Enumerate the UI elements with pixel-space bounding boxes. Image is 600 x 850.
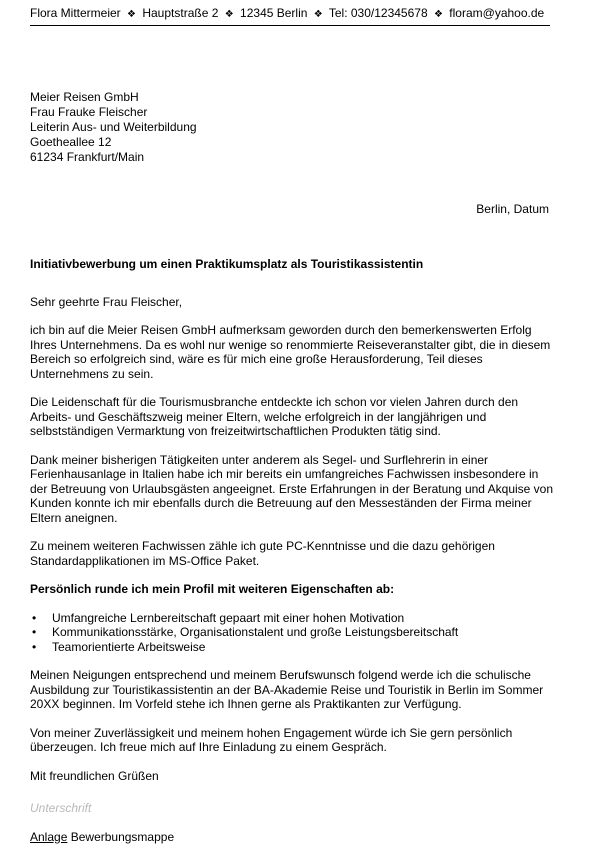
paragraph-intro: ich bin auf die Meier Reisen GmbH aufmerksam geworden durch den bemerkenswerten Erfolg Ihres Unternehmens. Da es wohl nur wenige so renommierte Reiseveranstalter gibt, die in diesem Bereich so erfolgreich sind, wäre es für mich eine große Herausforderung, Teil dieses Unternehmens zu sein. (30, 323, 551, 381)
paragraph-skills: Zu meinem weiteren Fachwissen zähle ich gute PC-Kenntnisse und die dazu gehörigen Standardapplikationen im MS-Office Paket. (30, 539, 495, 568)
profile-heading: Persönlich runde ich mein Profil mit weiteren Eigenschaften ab: (30, 582, 395, 596)
recipient-company: Meier Reisen GmbH (30, 90, 139, 104)
qualities-list (30, 611, 555, 655)
separator-icon: ❖ (127, 9, 136, 20)
paragraph-passion: Die Leidenschaft für die Tourismusbranche entdeckte ich schon vor vielen Jahren durch den Arbeits- und Geschäftszweig meiner Eltern, welche erfolgreich in der langjährigen und selbstständigen Vermarktung von freizeitwirtschaftlichen Produkten tätig sind. (30, 395, 519, 438)
recipient-role: Leiterin Aus- und Weiterbildung (30, 120, 197, 134)
recipient-city: 61234 Frankfurt/Main (30, 150, 145, 164)
separator-icon: ❖ (313, 9, 323, 20)
paragraph-closing: Von meiner Zuverlässigkeit und meinem hohen Engagement würde ich Sie gern persönlich überzeugen. Ich freue mich auf Ihre Einladung zu einem Gespräch. (30, 725, 513, 754)
sender-street: Hauptstraße 2 (142, 6, 219, 20)
list-item-text: Umfangreiche Lernbereitschaft gepaart mit einer hohen Motivation (52, 610, 405, 625)
closing-phrase: Mit freundlichen Grüßen (30, 768, 159, 783)
bullet-icon: • (32, 639, 37, 654)
letter-body (30, 257, 555, 844)
letter-subject: Initiativbewerbung um einen Praktikumsplatz als Touristikassistentin (30, 257, 424, 271)
sender-phone: Tel: 030/12345678 (328, 6, 428, 20)
attachment-label: Anlage (30, 829, 68, 844)
signature-placeholder: Unterschrift (30, 801, 92, 815)
paragraph-experience: Dank meiner bisherigen Tätigkeiten unter anderem als Segel- und Surflehrerin in einer Ferienhausanlage in Italien habe ich mir bereits ein umfangreiches Fachwissen insbesondere in der Betreuung von Urlaubsgästen angeeignet. Erste Erfahrungen in der Beratung und Akquise von Kunden konnte ich mir ebenfalls durch die Betreuung auf den Messeständen der Firma meiner Eltern aneignen. (30, 452, 554, 525)
paragraph-plans: Meinen Neigungen entsprechend und meinem Berufswunsch folgend werde ich die schulische Ausbildung zur Touristikassistentin an der BA-Akademie Reise und Touristik in Berlin im Sommer 20XX beginnen. Im Vorfeld stehe ich Ihnen gerne als Praktikanten zur Verfügung. (30, 668, 544, 711)
recipient-person: Frau Frauke Fleischer (30, 105, 148, 119)
list-item-text: Teamorientierte Arbeitsweise (52, 639, 206, 654)
list-item (30, 625, 555, 640)
separator-icon: ❖ (433, 9, 443, 20)
recipient-street: Goetheallee 12 (30, 135, 112, 149)
attachment-line (30, 830, 555, 845)
sender-email: floram@yahoo.de (449, 6, 545, 20)
bullet-icon: • (32, 610, 37, 625)
attachment-text: Bewerbungsmappe (70, 829, 175, 844)
list-item (30, 640, 555, 655)
sender-header (30, 5, 550, 26)
sender-name: Flora Mittermeier (30, 6, 121, 20)
list-item (30, 611, 555, 626)
bullet-icon: • (32, 625, 37, 639)
letter-date: Berlin, Datum (476, 202, 549, 216)
recipient-address (30, 90, 197, 165)
sender-city: 12345 Berlin (240, 6, 308, 20)
salutation: Sehr geehrte Frau Fleischer, (30, 294, 183, 309)
list-item-text: Kommunikationsstärke, Organisationstalent und große Leistungsbereitschaft (52, 625, 459, 639)
separator-icon: ❖ (224, 9, 234, 20)
